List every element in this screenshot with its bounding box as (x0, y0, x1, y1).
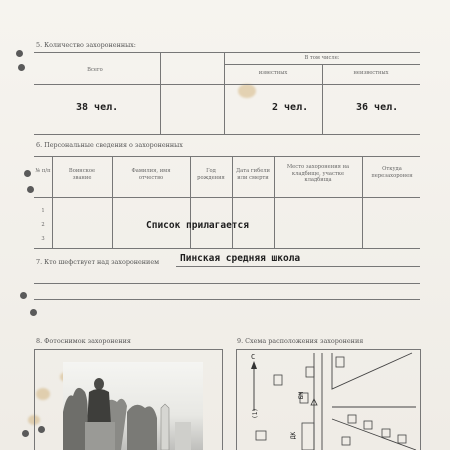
punch-hole (22, 430, 29, 437)
burial-photo (63, 362, 203, 450)
row-number-2: 2 (41, 222, 45, 228)
paper-stain (238, 84, 256, 98)
section7-title: 7. Кто шефствует над захоронением (36, 258, 160, 266)
row-number-3: 3 (41, 236, 45, 242)
col-place: Место захоронения на кладбище, участке кладбища (286, 164, 350, 183)
patron-value: Пинская средняя школа (180, 253, 301, 264)
punch-hole (20, 292, 27, 299)
col-num: № п/п (35, 168, 51, 174)
header-known: известных (258, 70, 288, 76)
header-unknown: неизвестных (353, 70, 389, 76)
punch-hole (30, 309, 37, 316)
value-unknown: 36 чел. (356, 102, 399, 113)
list-attached-note: Список прилагается (146, 220, 249, 231)
punch-hole (38, 426, 45, 433)
header-total: Всего (87, 67, 103, 73)
map-label-bm: БМ (298, 391, 306, 400)
value-total: 38 чел. (76, 102, 119, 113)
location-scheme (236, 349, 420, 450)
value-known: 2 чел. (272, 102, 309, 113)
section9-title: 9. Схема расположения захоронения (237, 337, 364, 345)
punch-hole (18, 64, 25, 71)
section5-title: 5. Количество захороненных: (36, 41, 136, 49)
map-label-road: (1) (251, 408, 259, 419)
row-number-1: 1 (41, 208, 45, 214)
punch-hole (24, 170, 31, 177)
header-incl: В том числе: (304, 55, 340, 61)
punch-hole (27, 186, 34, 193)
punch-hole (16, 50, 23, 57)
north-label: С (251, 353, 256, 361)
col-rank: Воинское звание (68, 168, 96, 181)
map-label-dk: ДК (290, 431, 298, 440)
paper-stain (36, 388, 50, 400)
section6-title: 6. Персональные сведения о захороненных (36, 141, 183, 149)
section8-title: 8. Фотоснимок захоронения (36, 337, 131, 345)
col-year: Год рождения (197, 168, 225, 181)
col-death: Дата гибели или смерти (235, 168, 271, 181)
col-name: Фамилия, имя отчество (131, 168, 171, 181)
col-reburial: Откуда перезахоронен (371, 166, 413, 179)
